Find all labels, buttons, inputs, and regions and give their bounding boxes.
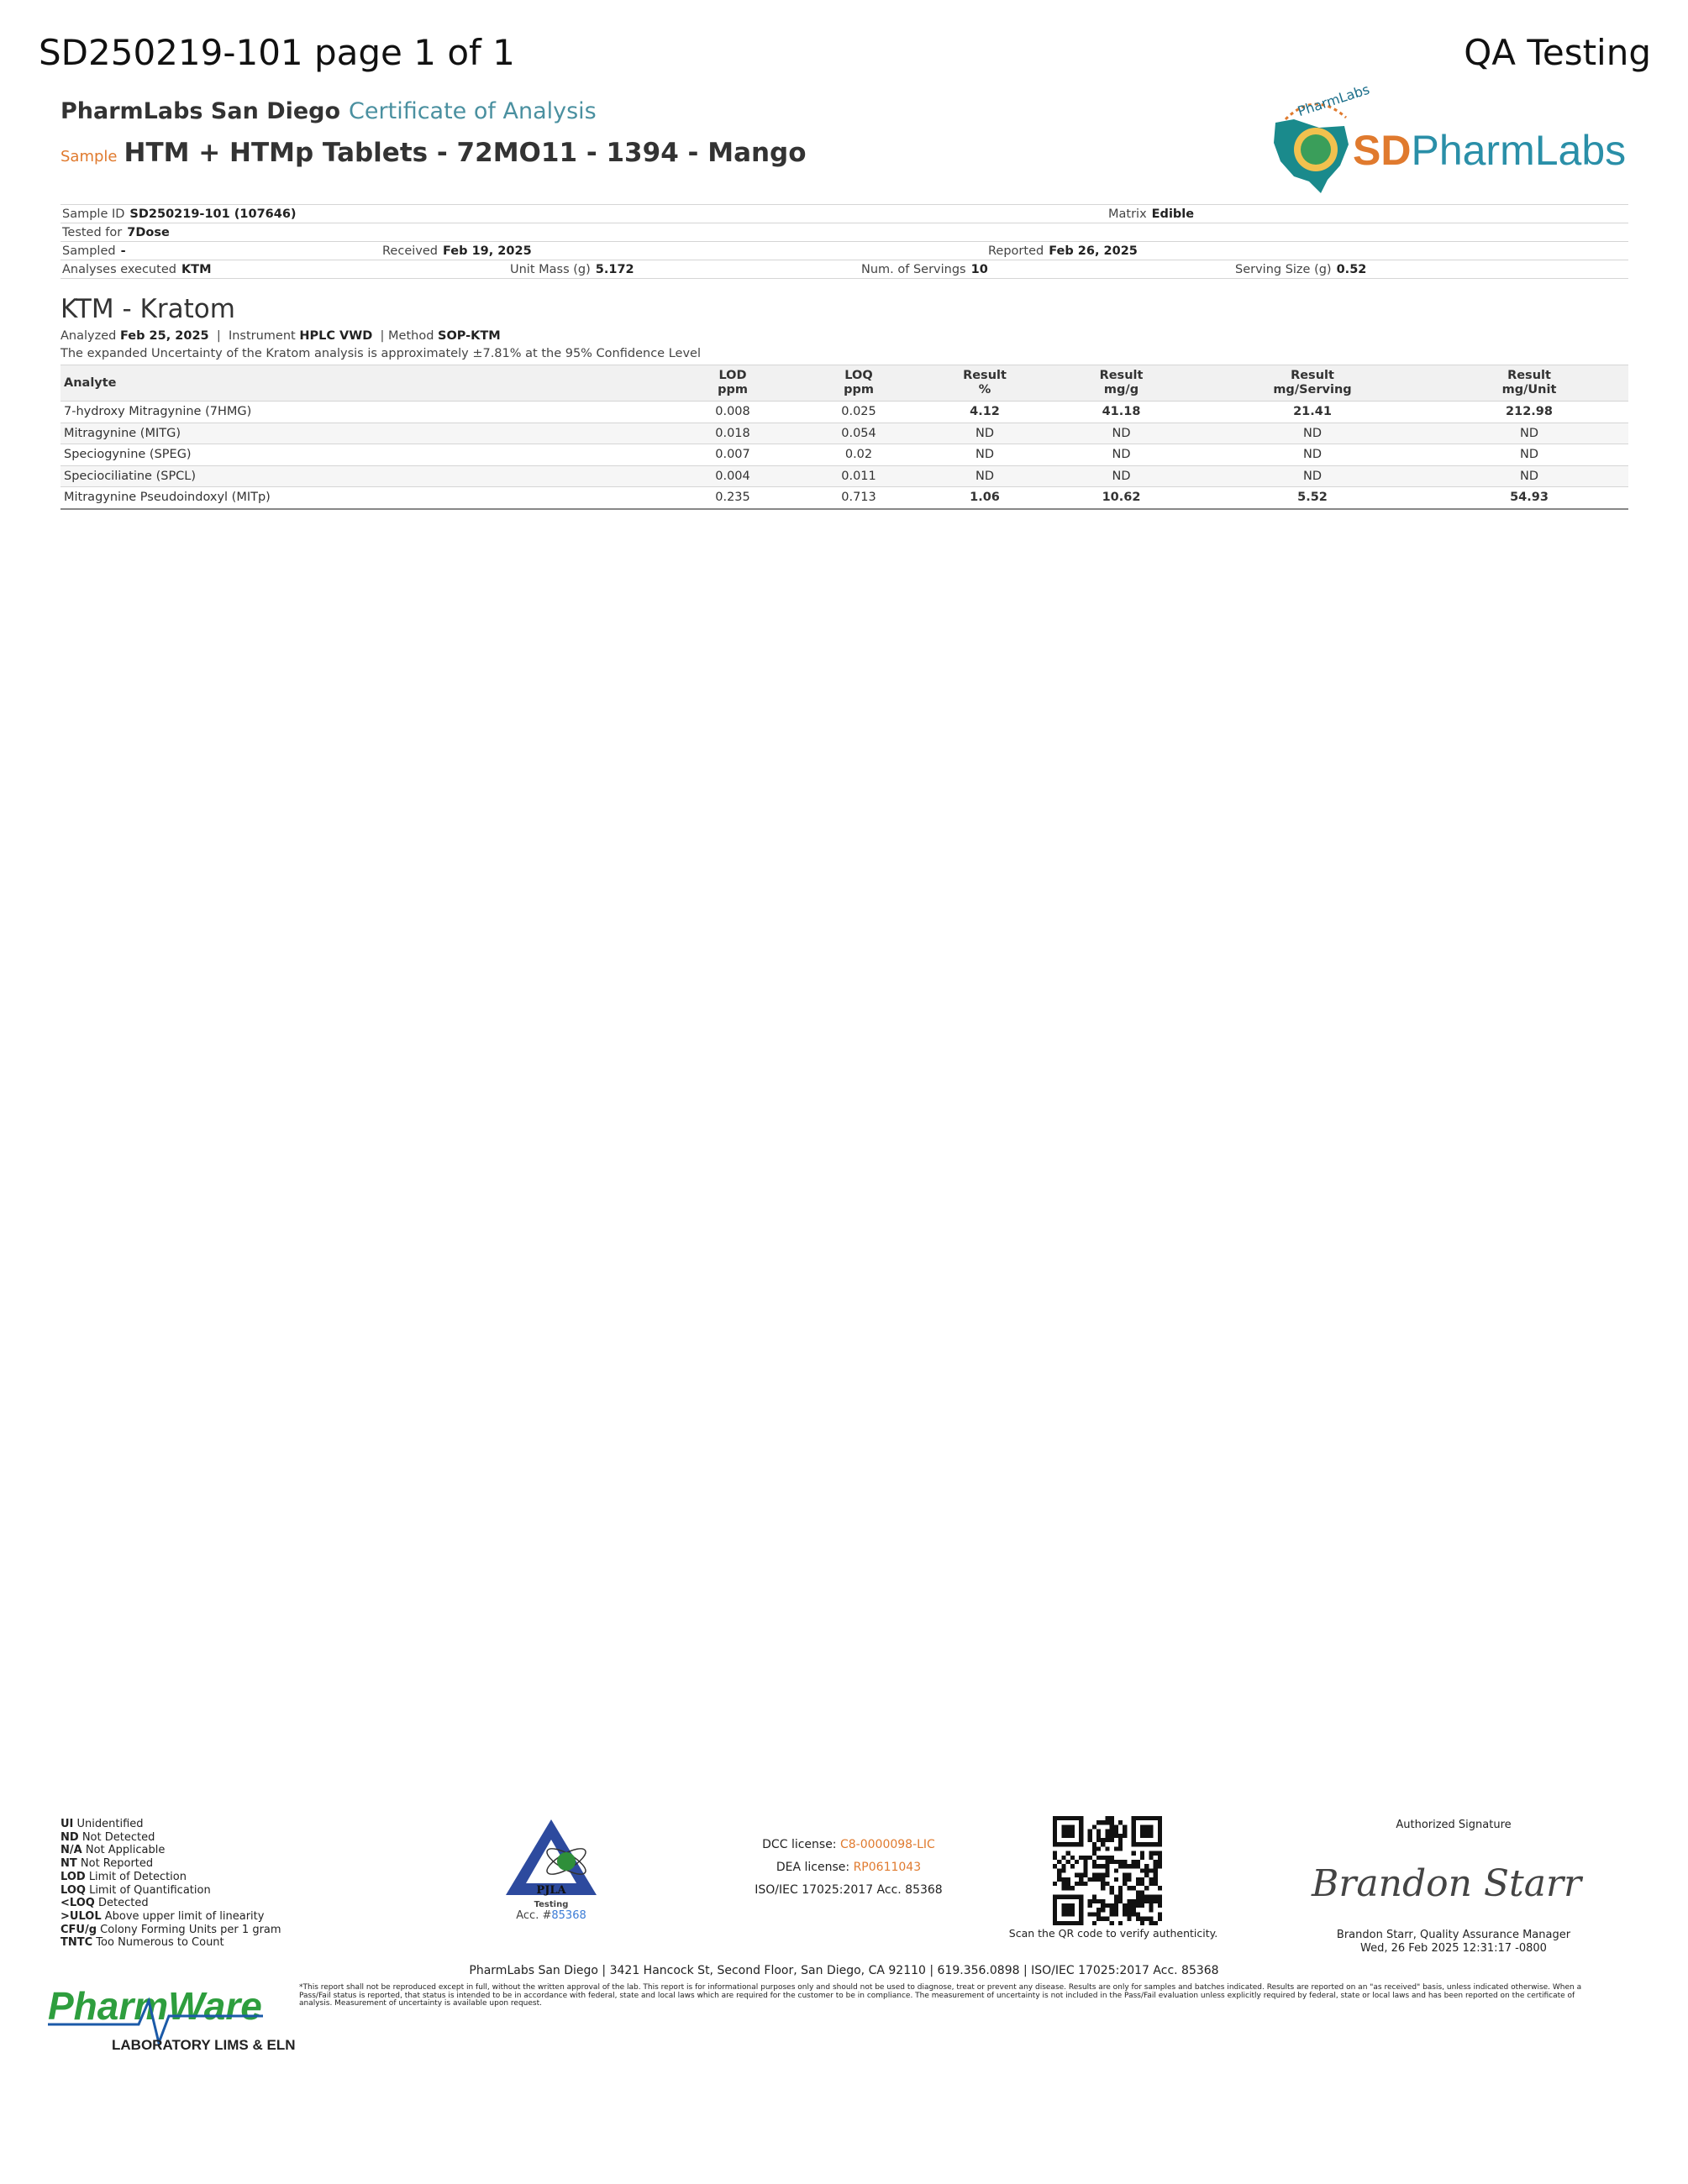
col-result-pct: Result % xyxy=(922,365,1048,402)
meta-row-1 xyxy=(60,204,1628,223)
cell-pct: ND xyxy=(922,465,1048,487)
tested-for-field: Tested for 7Dose xyxy=(62,226,170,239)
svg-text:PJLA: PJLA xyxy=(536,1884,566,1897)
cell-pct: 4.12 xyxy=(922,402,1048,423)
legend-item: ND Not Detected xyxy=(60,1830,155,1844)
legend-item: CFU/g Colony Forming Units per 1 gram xyxy=(60,1923,281,1936)
table-row xyxy=(60,487,1628,509)
cell-mgg: 41.18 xyxy=(1048,402,1195,423)
iso-accreditation: ISO/IEC 17025:2017 Acc. 85368 xyxy=(755,1883,943,1897)
logo-center xyxy=(1301,134,1331,165)
legend-item: NT Not Reported xyxy=(60,1857,154,1871)
cell-loq: 0.011 xyxy=(796,465,922,487)
sampled-field: Sampled - xyxy=(62,244,126,258)
cell-mgserv: 21.41 xyxy=(1195,402,1430,423)
cell-mgunit: ND xyxy=(1430,423,1628,444)
matrix-field: Matrix Edible xyxy=(1108,207,1195,221)
results-table xyxy=(60,365,1628,510)
col-result-mgg: Result mg/g xyxy=(1048,365,1195,402)
legend-item: UI Unidentified xyxy=(60,1818,144,1830)
cell-lod: 0.008 xyxy=(670,402,796,423)
cell-pct: ND xyxy=(922,423,1048,444)
pjla-testing: Testing xyxy=(534,1900,569,1909)
svg-text:LABORATORY LIMS & ELN: LABORATORY LIMS & ELN xyxy=(112,2037,296,2053)
sample-id-field: Sample ID SD250219-101 (107646) xyxy=(62,207,297,221)
analysis-details: Analyzed Feb 25, 2025 | Instrument HPLC VWD | Method SOP-KTM xyxy=(60,329,501,343)
cell-mgg: ND xyxy=(1048,423,1195,444)
lab-name-line xyxy=(60,98,597,124)
table-row xyxy=(60,402,1628,423)
cell-mgg: ND xyxy=(1048,465,1195,487)
cell-mgserv: ND xyxy=(1195,465,1430,487)
abbreviation-legend xyxy=(60,1818,281,1950)
uncertainty-note: The expanded Uncertainty of the Kratom analysis is approximately ±7.81% at the 95% Confidence Level xyxy=(60,347,701,360)
legend-item: TNTC Too Numerous to Count xyxy=(60,1936,224,1950)
lab-address: PharmLabs San Diego | 3421 Hancock St, Second Floor, San Diego, CA 92110 | 619.356.0898 | ISO/IEC 17025:2017 Acc. 85368 xyxy=(469,1964,1219,1977)
servings-field: Num. of Servings 10 xyxy=(861,263,988,276)
verification-qr-code[interactable] xyxy=(1053,1816,1162,1925)
qr-caption: Scan the QR code to verify authenticity. xyxy=(1008,1927,1218,1940)
legend-item: LOD Limit of Detection xyxy=(60,1870,187,1883)
pjla-accreditation xyxy=(502,1816,600,1922)
legend-item: <LOQ Detected xyxy=(60,1897,149,1910)
cell-pct: ND xyxy=(922,444,1048,466)
legend-item: >ULOL Above upper limit of linearity xyxy=(60,1909,265,1923)
disclaimer: *This report shall not be reproduced except in full, without the written approval of the lab. This report is for informational purposes only and should not be used to diagnose, treat or prevent any disease. Results are only for samples and batches indicated. Results are reported on an "as received" basis, unless indicated otherwise. When a Pass/Fail status is reported, that status is intended to be in accordance with federal, state and local laws which are required for the customer to be in compliance. The measurement of uncertainty is not included in the Pass/Fail evaluation unless explicitly required by federal, state or local laws and has been reported on the certificate of analysis. Measurement of uncertainty is available upon request. xyxy=(299,1983,1582,2008)
section-title: KTM - Kratom xyxy=(60,294,235,324)
document-id-page: SD250219-101 page 1 of 1 xyxy=(39,32,515,73)
sample-line xyxy=(60,138,807,168)
cell-mgunit: ND xyxy=(1430,465,1628,487)
cell-analyte: Speciogynine (SPEG) xyxy=(60,444,670,466)
results-header-row xyxy=(60,365,1628,402)
cell-mgunit: ND xyxy=(1430,444,1628,466)
pjla-logo xyxy=(502,1816,600,1900)
results-body xyxy=(60,402,1628,509)
cell-lod: 0.007 xyxy=(670,444,796,466)
lab-name: PharmLabs San Diego xyxy=(60,98,341,124)
authorized-signature-label: Authorized Signature xyxy=(1396,1819,1512,1831)
cell-mgg: ND xyxy=(1048,444,1195,466)
col-lod: LOD ppm xyxy=(670,365,796,402)
cell-lod: 0.235 xyxy=(670,487,796,509)
cell-mgserv: ND xyxy=(1195,423,1430,444)
qa-testing-label: QA Testing xyxy=(1464,32,1651,73)
cell-analyte: Mitragynine Pseudoindoxyl (MITp) xyxy=(60,487,670,509)
pjla-globe xyxy=(557,1852,576,1871)
cell-mgg: 10.62 xyxy=(1048,487,1195,509)
meta-row-4 xyxy=(60,260,1628,279)
reported-field: Reported Feb 26, 2025 xyxy=(988,244,1138,258)
serving-size-field: Serving Size (g) 0.52 xyxy=(1235,263,1367,276)
received-field: Received Feb 19, 2025 xyxy=(382,244,532,258)
cell-loq: 0.713 xyxy=(796,487,922,509)
cell-mgunit: 54.93 xyxy=(1430,487,1628,509)
cell-mgserv: ND xyxy=(1195,444,1430,466)
meta-row-2 xyxy=(60,223,1628,241)
cell-loq: 0.025 xyxy=(796,402,922,423)
cell-analyte: Mitragynine (MITG) xyxy=(60,423,670,444)
certificate-title: Certificate of Analysis xyxy=(349,98,597,124)
svg-text:PharmWare: PharmWare xyxy=(48,1984,262,2028)
logo-wordmark: SDPharmLabs xyxy=(1353,127,1627,174)
license-block xyxy=(739,1834,958,1902)
sample-metadata xyxy=(60,204,1628,279)
pjla-acc: Acc. #85368 xyxy=(516,1909,586,1922)
table-row xyxy=(60,465,1628,487)
unit-mass-field: Unit Mass (g) 5.172 xyxy=(510,263,634,276)
col-result-mgserving: Result mg/Serving xyxy=(1195,365,1430,402)
signatory: Brandon Starr, Quality Assurance Manager Wed, 26 Feb 2025 12:31:17 -0800 xyxy=(1336,1929,1571,1955)
col-analyte: Analyte xyxy=(60,365,670,402)
legend-item: N/A Not Applicable xyxy=(60,1844,166,1857)
legend-item: LOQ Limit of Quantification xyxy=(60,1883,211,1897)
sample-label: Sample xyxy=(60,148,118,165)
sample-name: HTM + HTMp Tablets - 72MO11 - 1394 - Mango xyxy=(124,138,807,168)
cell-analyte: Speciociliatine (SPCL) xyxy=(60,465,670,487)
cell-lod: 0.018 xyxy=(670,423,796,444)
cell-mgunit: 212.98 xyxy=(1430,402,1628,423)
sdpharmlabs-logo xyxy=(1269,81,1630,195)
table-row xyxy=(60,423,1628,444)
cell-analyte: 7-hydroxy Mitragynine (7HMG) xyxy=(60,402,670,423)
table-row xyxy=(60,444,1628,466)
svg-text:Brandon Starr: Brandon Starr xyxy=(1312,1862,1582,1905)
cell-mgserv: 5.52 xyxy=(1195,487,1430,509)
dea-license: DEA license: RP0611043 xyxy=(776,1861,922,1874)
logo-arc-text: PharmLabs xyxy=(1296,81,1372,120)
signature-image xyxy=(1307,1852,1592,1911)
cell-pct: 1.06 xyxy=(922,487,1048,509)
meta-row-3 xyxy=(60,241,1628,260)
cell-loq: 0.02 xyxy=(796,444,922,466)
dcc-license: DCC license: C8-0000098-LIC xyxy=(762,1838,935,1851)
col-loq: LOQ ppm xyxy=(796,365,922,402)
pharmware-logo xyxy=(46,1976,296,2055)
analyses-field: Analyses executed KTM xyxy=(62,263,212,276)
cell-loq: 0.054 xyxy=(796,423,922,444)
cell-lod: 0.004 xyxy=(670,465,796,487)
col-result-mgunit: Result mg/Unit xyxy=(1430,365,1628,402)
